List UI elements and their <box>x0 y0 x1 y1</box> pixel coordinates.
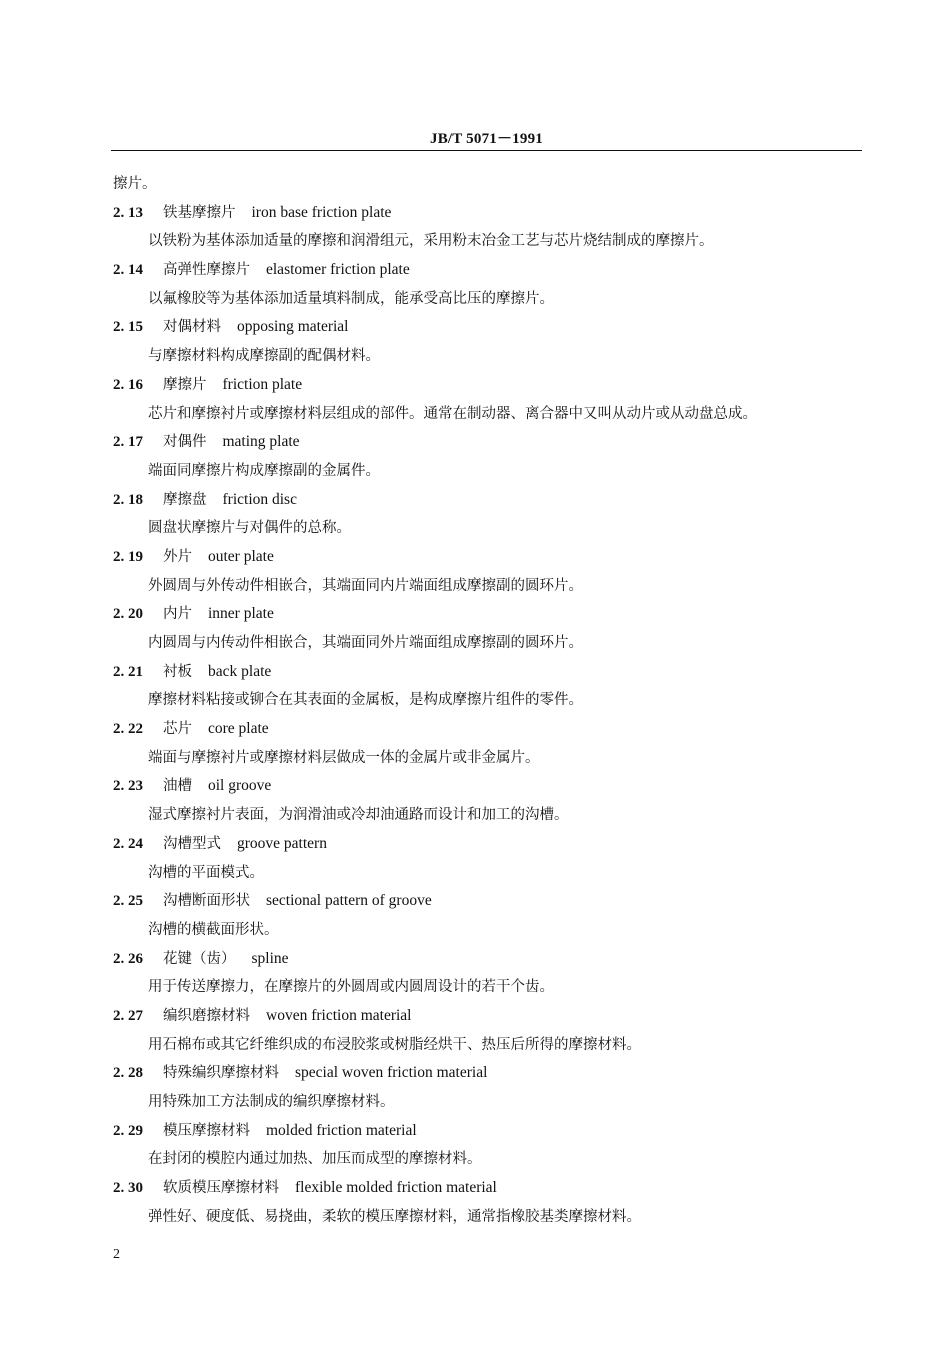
term-definition: 外圆周与外传动件相嵌合，其端面同内片端面组成摩擦副的圆环片。 <box>148 577 583 594</box>
term-heading <box>113 887 858 916</box>
term-english: groove pattern <box>237 834 327 852</box>
term-number: 2. 15 <box>113 319 143 336</box>
term-english: core plate <box>208 720 269 738</box>
term-number: 2. 29 <box>113 1122 143 1139</box>
term-chinese: 编织磨擦材料 <box>163 1007 250 1024</box>
term-chinese: 对偶件 <box>163 434 207 451</box>
term-heading <box>113 658 858 687</box>
term-chinese: 软质模压摩擦材料 <box>163 1180 279 1197</box>
term-chinese: 芯片 <box>163 721 192 738</box>
term-chinese: 沟槽断面形状 <box>163 893 250 910</box>
term-definition: 端面同摩擦片构成摩擦副的金属件。 <box>148 462 380 479</box>
term-definition: 与摩擦材料构成摩擦副的配偶材料。 <box>148 348 380 365</box>
term-number: 2. 14 <box>113 262 143 279</box>
term-english: woven friction material <box>266 1006 412 1024</box>
term-heading <box>113 371 858 400</box>
term-chinese: 内片 <box>163 606 192 623</box>
term-number: 2. 13 <box>113 204 143 221</box>
term-heading <box>113 199 858 228</box>
term-definition: 用于传送摩擦力，在摩擦片的外圆周或内圆周设计的若干个齿。 <box>148 979 554 996</box>
term-number: 2. 25 <box>113 893 143 910</box>
term-number: 2. 30 <box>113 1180 143 1197</box>
term-chinese: 沟槽型式 <box>163 835 221 852</box>
term-chinese: 高弹性摩擦片 <box>163 262 250 279</box>
term-definition: 用石棉布或其它纤维织成的布浸胶浆或树脂经烘干、热压后所得的摩擦材料。 <box>148 1036 641 1053</box>
term-heading <box>113 486 858 515</box>
term-definition: 内圆周与内传动件相嵌合，其端面同外片端面组成摩擦副的圆环片。 <box>148 635 583 651</box>
term-definition: 以铁粉为基体添加适量的摩擦和润滑组元，采用粉末冶金工艺与芯片烧结制成的摩擦片。 <box>148 233 714 250</box>
term-english: molded friction material <box>266 1121 417 1139</box>
term-number: 2. 22 <box>113 721 143 738</box>
term-heading <box>113 1174 858 1203</box>
term-english: inner plate <box>208 605 274 623</box>
term-heading <box>113 543 858 572</box>
term-number: 2. 28 <box>113 1065 143 1082</box>
term-definition: 沟槽的平面模式。 <box>148 864 264 881</box>
term-english: special woven friction material <box>295 1064 488 1082</box>
term-definition: 用特殊加工方法制成的编织摩擦材料。 <box>148 1094 395 1110</box>
standard-code: JB/T 5071－1991 <box>430 131 543 147</box>
terms-body <box>113 170 858 1231</box>
term-number: 2. 27 <box>113 1007 143 1024</box>
term-heading <box>113 945 858 974</box>
term-chinese: 对偶材料 <box>163 319 221 336</box>
term-definition: 弹性好、硬度低、易挠曲，柔软的模压摩擦材料，通常指橡胶基类摩擦材料。 <box>148 1208 641 1225</box>
term-number: 2. 19 <box>113 548 143 565</box>
continuation-text: 擦片。 <box>113 176 157 192</box>
term-heading <box>113 428 858 457</box>
term-english: friction plate <box>222 375 303 393</box>
term-chinese: 外片 <box>163 548 192 565</box>
term-english: sectional pattern of groove <box>266 892 432 910</box>
term-heading <box>113 313 858 342</box>
term-heading <box>113 1002 858 1031</box>
term-chinese: 特殊编织摩擦材料 <box>163 1065 279 1082</box>
term-heading <box>113 715 858 744</box>
term-definition: 在封闭的模腔内通过加热、加压而成型的摩擦材料。 <box>148 1151 482 1168</box>
term-definition: 圆盘状摩擦片与对偶件的总称。 <box>148 520 351 537</box>
term-number: 2. 26 <box>113 950 143 967</box>
term-definition: 以氟橡胶等为基体添加适量填料制成，能承受高比压的摩擦片。 <box>148 290 554 307</box>
term-definition: 摩擦材料粘接或铆合在其表面的金属板，是构成摩擦片组件的零件。 <box>148 692 583 709</box>
term-number: 2. 23 <box>113 778 143 795</box>
term-definition: 湿式摩擦衬片表面，为润滑油或冷却油通路而设计和加工的沟槽。 <box>148 807 569 824</box>
term-number: 2. 16 <box>113 376 143 393</box>
term-chinese: 铁基摩擦片 <box>163 204 236 221</box>
term-heading <box>113 600 858 629</box>
term-definition: 芯片和摩擦衬片或摩擦材料层组成的部件。通常在制动器、离合器中又叫从动片或从动盘总成。 <box>148 405 757 422</box>
term-heading <box>113 1059 858 1088</box>
term-english: mating plate <box>222 433 300 451</box>
term-chinese: 油槽 <box>163 778 192 795</box>
term-definition: 沟槽的横截面形状。 <box>148 921 279 938</box>
term-english: oil groove <box>208 777 272 795</box>
term-number: 2. 24 <box>113 835 143 852</box>
term-english: spline <box>251 949 289 967</box>
term-english: back plate <box>208 662 272 680</box>
term-english: flexible molded friction material <box>295 1179 497 1197</box>
term-chinese: 摩擦片 <box>163 376 207 393</box>
term-english: elastomer friction plate <box>266 261 410 279</box>
term-heading <box>113 1117 858 1146</box>
term-chinese: 衬板 <box>163 663 192 680</box>
term-english: iron base friction plate <box>251 203 392 221</box>
term-english: opposing material <box>237 318 349 336</box>
term-heading <box>113 256 858 285</box>
term-number: 2. 17 <box>113 434 143 451</box>
term-english: friction disc <box>222 490 297 508</box>
term-chinese: 花键（齿） <box>163 950 236 967</box>
page-number: 2 <box>113 1247 120 1262</box>
term-number: 2. 18 <box>113 491 143 508</box>
term-number: 2. 20 <box>113 606 143 623</box>
term-english: outer plate <box>208 547 274 565</box>
term-heading <box>113 830 858 859</box>
term-chinese: 模压摩擦材料 <box>163 1122 250 1139</box>
term-chinese: 摩擦盘 <box>163 491 207 508</box>
header-divider <box>111 150 862 151</box>
term-definition: 端面与摩擦衬片或摩擦材料层做成一体的金属片或非金属片。 <box>148 749 540 766</box>
term-number: 2. 21 <box>113 663 143 680</box>
term-heading <box>113 772 858 801</box>
